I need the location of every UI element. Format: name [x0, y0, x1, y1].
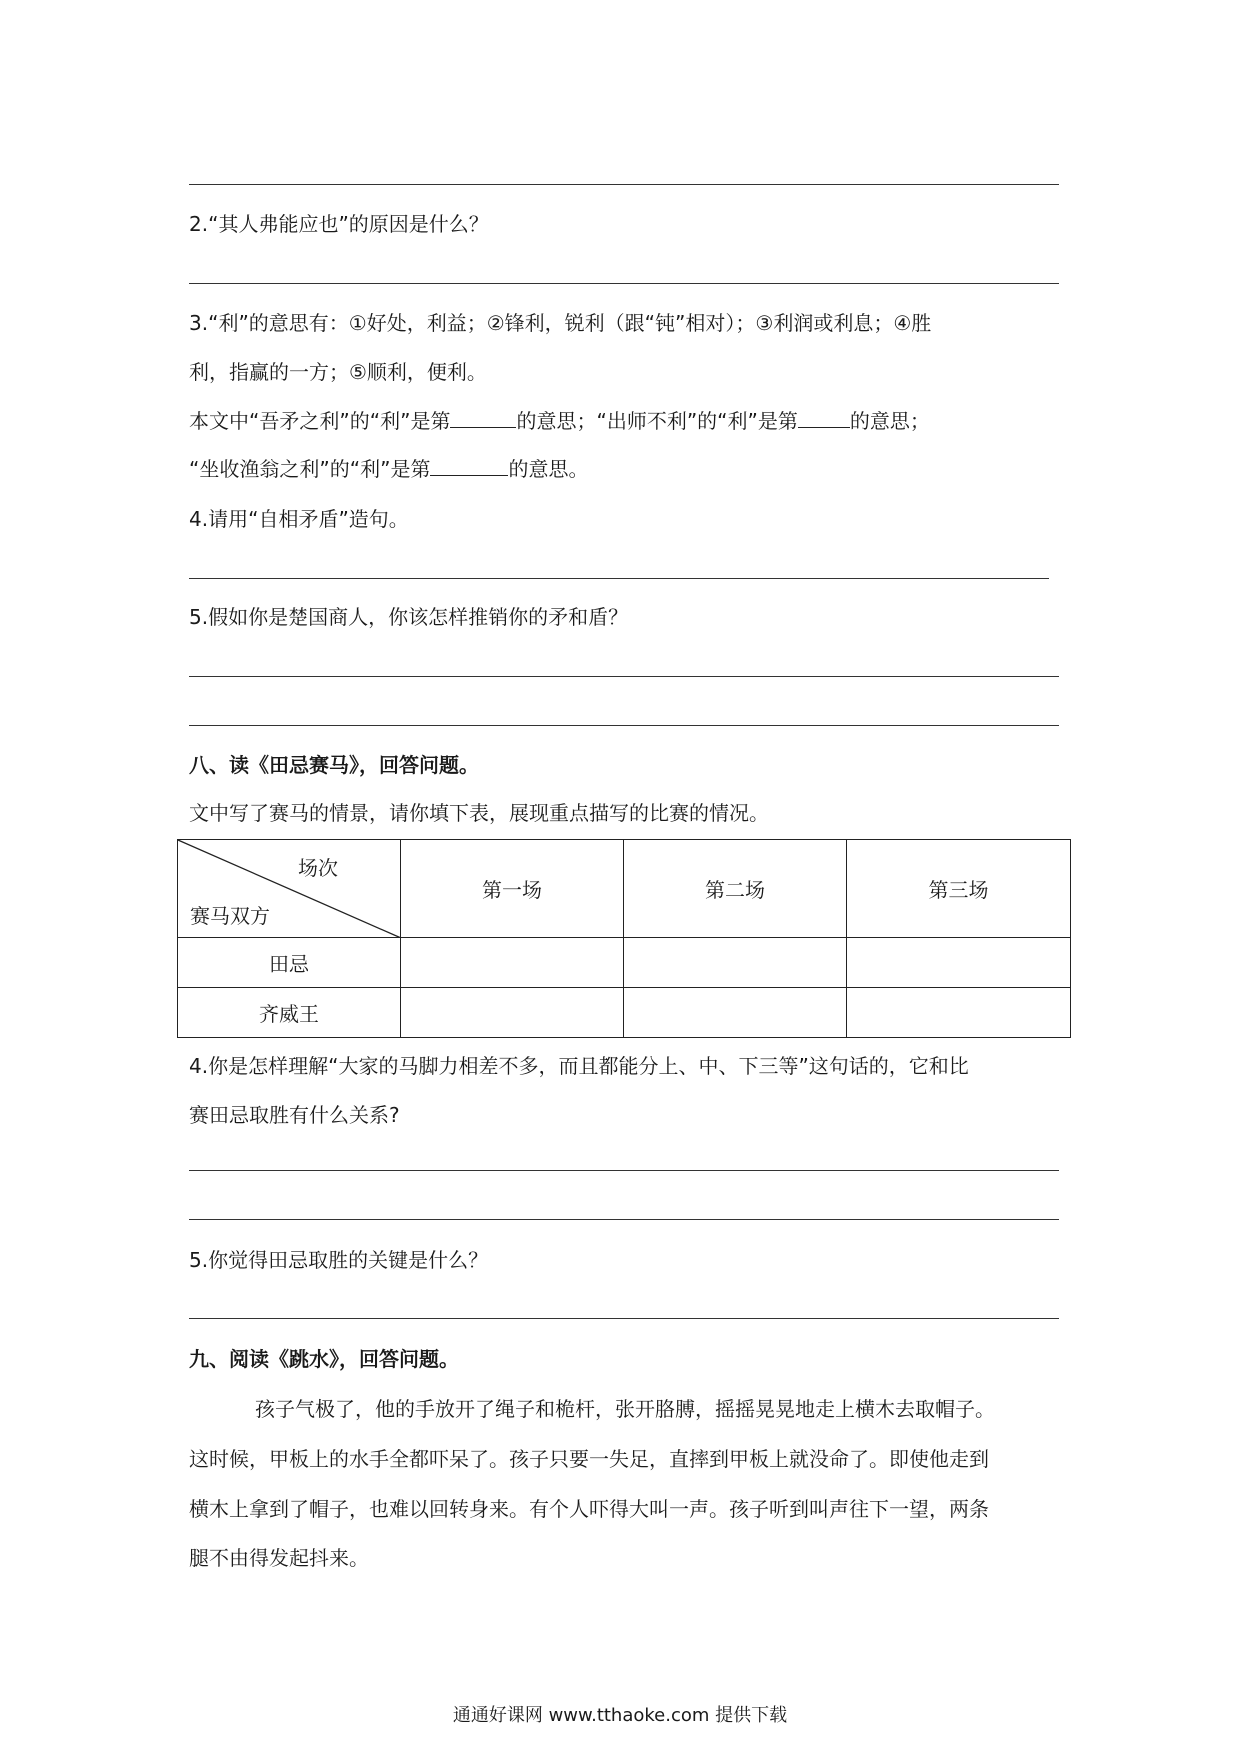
- passage-line: 这时候，甲板上的水手全都吓呆了。孩子只要一失足，直摔到甲板上就没命了。即使他走到: [189, 1447, 989, 1471]
- text-segment: 本文中“吾矛之利”的“利”是第: [189, 409, 451, 433]
- table-row: [178, 988, 1071, 1038]
- table-header-cell: 第二场: [624, 840, 847, 938]
- answer-line[interactable]: [189, 725, 1059, 726]
- text-segment: “坐收渔翁之利”的“利”是第: [189, 457, 431, 481]
- corner-label-top: 场次: [298, 856, 338, 880]
- text-segment: 的意思；: [849, 409, 930, 433]
- text-segment: 的意思；“出师不利”的“利”是第: [516, 409, 798, 433]
- table-row-label: 齐威王: [178, 988, 401, 1038]
- fill-blank[interactable]: [450, 407, 516, 428]
- answer-line[interactable]: [189, 1219, 1059, 1220]
- race-table: [177, 839, 1071, 1038]
- page-footer: 通通好课网 www.tthaoke.com 提供下载: [452, 1705, 788, 1726]
- answer-line[interactable]: [189, 676, 1059, 677]
- section-8-heading: 八、读《田忌赛马》，回答问题。: [189, 753, 479, 777]
- table-row: [178, 938, 1071, 988]
- table-input-cell[interactable]: [401, 938, 624, 988]
- section-8-instruction: 文中写了赛马的情景，请你填下表，展现重点描写的比赛的情况。: [189, 801, 769, 825]
- answer-line[interactable]: [189, 283, 1059, 284]
- question-3-line-3: [189, 407, 930, 435]
- question-3-line-1: 3.“利”的意思有：①好处，利益；②锋利，锐利（跟“钝”相对）；③利润或利息；④胜: [189, 311, 932, 335]
- question-3-line-4: [189, 455, 588, 483]
- table-input-cell[interactable]: [847, 938, 1071, 988]
- corner-label-bottom: 赛马双方: [190, 904, 270, 928]
- answer-line[interactable]: [189, 184, 1059, 185]
- table-header-cell: 第一场: [401, 840, 624, 938]
- table-header-cell: 第三场: [847, 840, 1071, 938]
- question-4: 4.请用“自相矛盾”造句。: [189, 507, 409, 531]
- table-input-cell[interactable]: [624, 938, 847, 988]
- table-row-label: 田忌: [178, 938, 401, 988]
- passage-line: 横木上拿到了帽子，也难以回转身来。有个人吓得大叫一声。孩子听到叫声往下一望，两条: [189, 1497, 989, 1521]
- section-8-question-4-line-1: 4.你是怎样理解“大家的马脚力相差不多，而且都能分上、中、下三等”这句话的，它和比: [189, 1054, 969, 1078]
- fill-blank[interactable]: [798, 407, 850, 428]
- text-segment: 的意思。: [508, 457, 589, 481]
- section-9-heading: 九、阅读《跳水》，回答问题。: [189, 1347, 459, 1371]
- question-3-line-2: 利，指赢的一方；⑤顺利，便利。: [189, 360, 487, 384]
- section-8-question-4-line-2: 赛田忌取胜有什么关系?: [189, 1103, 400, 1127]
- table-input-cell[interactable]: [847, 988, 1071, 1038]
- table-input-cell[interactable]: [624, 988, 847, 1038]
- fill-blank[interactable]: [430, 455, 508, 476]
- answer-line[interactable]: [189, 1318, 1059, 1319]
- answer-line[interactable]: [189, 578, 1049, 579]
- section-8-question-5: 5.你觉得田忌取胜的关键是什么？: [189, 1248, 489, 1272]
- table-corner-cell: [178, 840, 401, 938]
- passage-line: 腿不由得发起抖来。: [189, 1546, 369, 1570]
- table-input-cell[interactable]: [401, 988, 624, 1038]
- question-5: 5.假如你是楚国商人，你该怎样推销你的矛和盾？: [189, 605, 629, 629]
- passage-line: 孩子气极了，他的手放开了绳子和桅杆，张开胳膊，摇摇晃晃地走上横木去取帽子。: [255, 1397, 995, 1421]
- answer-line[interactable]: [189, 1170, 1059, 1171]
- question-2: 2.“其人弗能应也”的原因是什么？: [189, 212, 489, 236]
